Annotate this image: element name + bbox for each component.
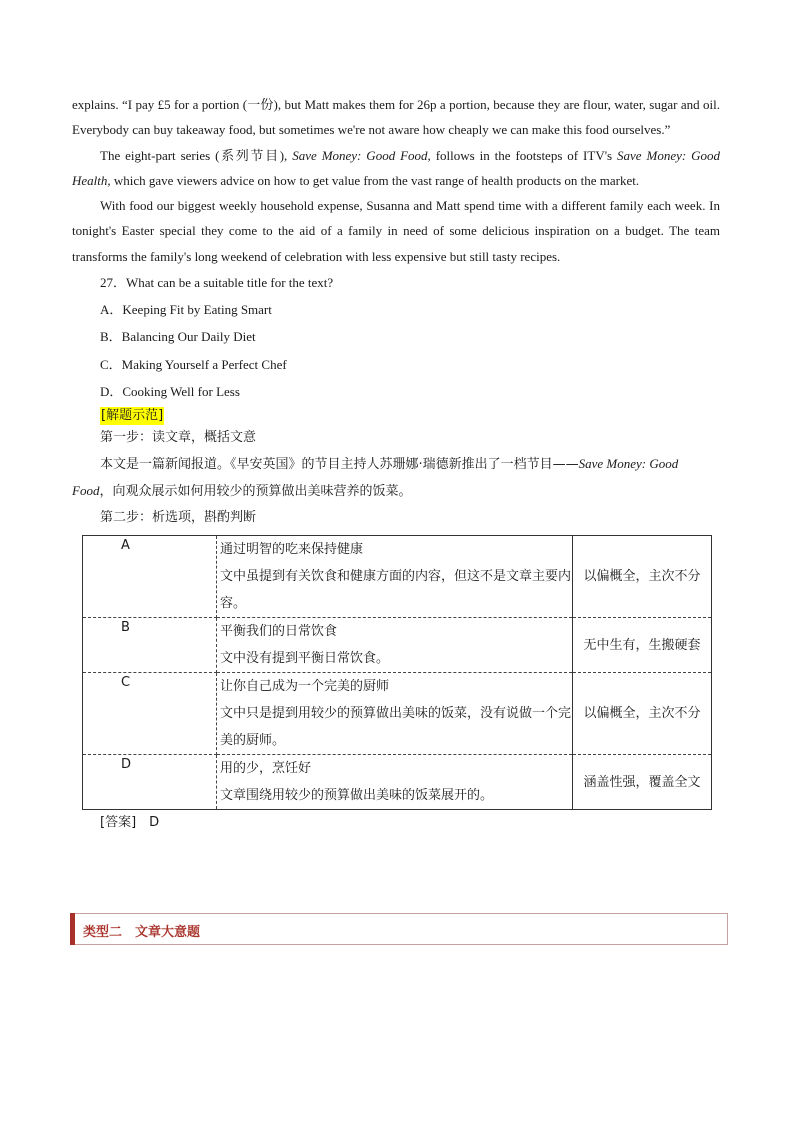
series-title: Save Money: Good Health, xyxy=(72,147,720,188)
table-option: B xyxy=(83,618,217,673)
program-title: Save Money: Good Food xyxy=(72,456,679,499)
solution-step-1: 第一步：读文章，概括文意 xyxy=(100,430,257,446)
section-accent-bar xyxy=(70,913,75,945)
analysis-table xyxy=(82,535,712,810)
passage-text: follows in the footsteps of ITV's xyxy=(430,147,618,163)
table-row xyxy=(83,618,712,673)
section-title: 类型二 文章大意题 xyxy=(83,925,201,940)
translation: 通过明智的吃来保持健康 xyxy=(220,542,364,558)
passage-text: which gave viewers advice on how to get value from the vast range of health products on the market. xyxy=(110,172,640,188)
table-option: D xyxy=(83,755,217,810)
option-b: B．Balancing Our Daily Diet xyxy=(100,329,256,345)
option-d: D．Cooking Well for Less xyxy=(100,383,240,399)
solution-label: [解题示范] xyxy=(101,408,164,424)
section-header xyxy=(70,913,728,945)
passage-paragraph-1: explains. “I pay £5 for a portion (一份), but Matt makes them for 26p a portion, because they are flour, water, sugar and oil. Everybody can buy takeaway food, but sometimes we're not aware how cheaply we can make this food ourselves.” xyxy=(72,97,720,138)
table-verdict: 以偏概全，主次不分 xyxy=(573,536,712,618)
table-verdict: 涵盖性强，覆盖全文 xyxy=(583,774,701,790)
summary-text: ，向观众展示如何用较少的预算做出美味营养的饭菜。 xyxy=(99,484,412,500)
analysis-text: 文章围绕用较少的预算做出美味的饭菜展开的。 xyxy=(220,788,494,804)
table-analysis xyxy=(217,755,573,810)
analysis-text: 文中虽提到有关饮食和健康方面的内容，但这不是文章主要内容。 xyxy=(220,569,572,612)
table-analysis xyxy=(217,536,573,618)
solution-step-2: 第二步：析选项，斟酌判断 xyxy=(100,510,257,526)
passage-text: The eight-part series (系列节目), xyxy=(100,147,293,163)
option-c: C．Making Yourself a Perfect Chef xyxy=(100,356,287,372)
translation: 让你自己成为一个完美的厨师 xyxy=(220,679,390,695)
table-row xyxy=(83,755,712,810)
series-title: Save Money: Good Food, xyxy=(292,147,431,163)
option-a: A．Keeping Fit by Eating Smart xyxy=(100,302,272,318)
translation: 平衡我们的日常饮食 xyxy=(220,624,338,640)
solution-summary xyxy=(72,451,720,505)
question-stem: 27．What can be a suitable title for the text? xyxy=(100,275,334,291)
table-option: C xyxy=(83,673,217,755)
table-verdict: 无中生有，生搬硬套 xyxy=(573,618,712,673)
translation: 用的少，烹饪好 xyxy=(220,761,312,777)
answer-line: [答案] D xyxy=(100,815,160,831)
table-option: A xyxy=(83,536,217,618)
passage-paragraph-2 xyxy=(72,143,720,194)
summary-text: 本文是一篇新闻报道。《早安英国》的节目主持人苏珊娜·瑞德新推出了一档节目—— xyxy=(100,457,579,473)
analysis-text: 文中只是提到用较少的预算做出美味的饭菜，没有说做一个完美的厨师。 xyxy=(220,706,572,749)
table-row xyxy=(83,536,712,618)
passage-paragraph-3: With food our biggest weekly household expense, Susanna and Matt spend time with a different family each week. In tonight's Easter special they come to the aid of a family in need of some delicious inspiration on a budget. The team transforms the family's long weekend of celebration with less expensive but still tasty recipes. xyxy=(72,198,720,264)
document-body xyxy=(72,92,720,832)
table-analysis xyxy=(217,618,573,673)
analysis-text: 文中没有提到平衡日常饮食。 xyxy=(220,651,390,667)
table-verdict: 以偏概全，主次不分 xyxy=(573,673,712,755)
table-analysis xyxy=(217,673,573,755)
table-row xyxy=(83,673,712,755)
